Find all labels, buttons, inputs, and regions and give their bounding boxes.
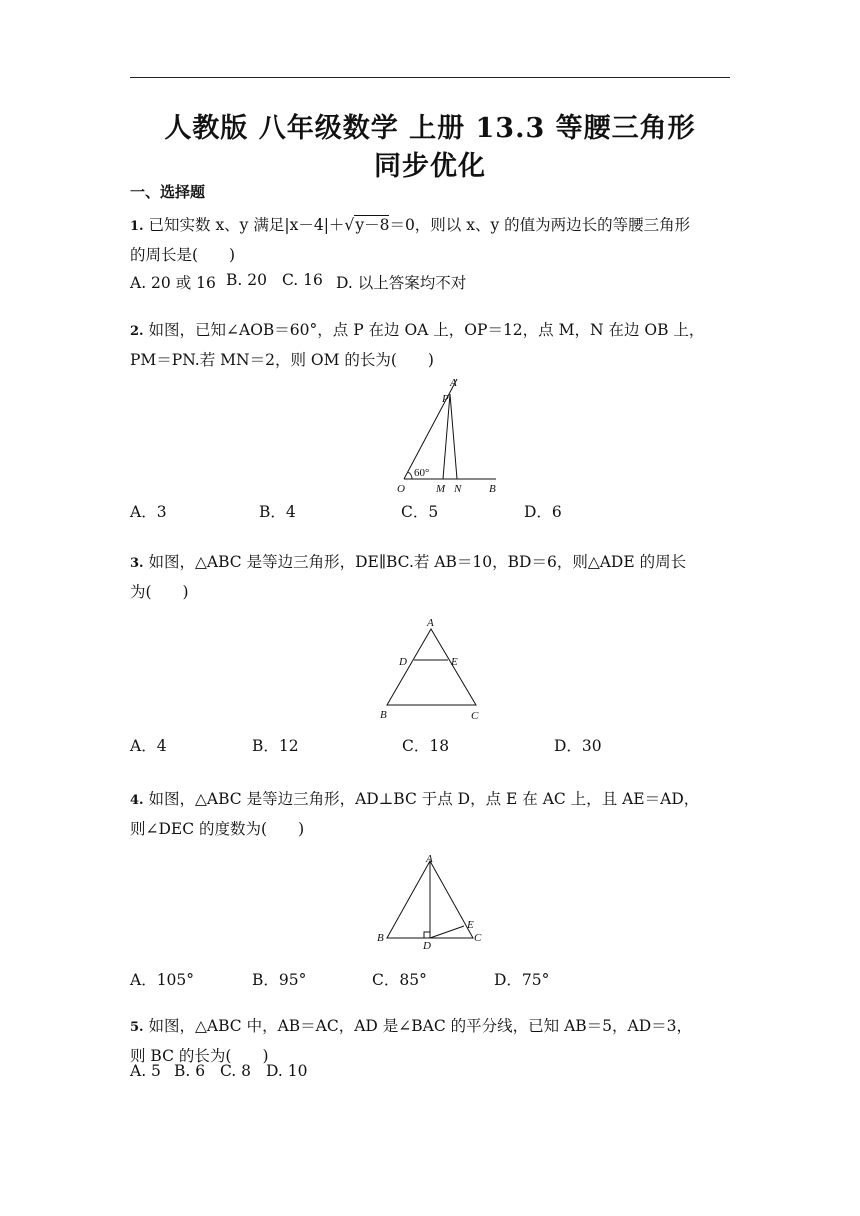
question-text: 已知实数 x、y 满足|x－4|＋ xyxy=(148,216,345,234)
option-c: C．5 xyxy=(401,503,439,521)
option-a: A．105° xyxy=(130,971,195,989)
question-text: 为( ) xyxy=(130,583,189,601)
option-c: C. 8 xyxy=(220,1062,252,1080)
label-e: E xyxy=(467,919,474,931)
question-text: 的周长是( ) xyxy=(130,246,236,264)
question-text: 如图，△ABC 中，AB＝AC，AD 是∠BAC 的平分线，已知 AB＝5，AD＝3， xyxy=(148,1017,692,1035)
label-b: B xyxy=(380,709,387,721)
label-b: B xyxy=(489,483,496,495)
page-title-line2: 同步优化 xyxy=(374,151,486,182)
question-number: 1. xyxy=(130,219,144,234)
option-a: A．3 xyxy=(130,503,167,521)
page-title: 人教版 八年级数学 上册 13.3 等腰三角形 xyxy=(164,113,696,144)
option-c: C．18 xyxy=(402,737,450,755)
option-d: D．6 xyxy=(524,503,562,521)
question-text: ＝0，则以 x、y 的值为两边长的等腰三角形 xyxy=(389,216,691,234)
option-b: B. 20 xyxy=(226,271,267,289)
option-a: A. 20 或 16 xyxy=(130,274,216,292)
question-text: 如图，△ABC 是等边三角形，AD⊥BC 于点 D，点 E 在 AC 上，且 AE＝AD， xyxy=(148,790,700,808)
label-d: D xyxy=(423,940,431,952)
question-1 xyxy=(130,211,730,270)
label-c: C xyxy=(471,710,479,722)
label-c: C xyxy=(474,932,482,944)
section-heading: 一、选择题 xyxy=(130,183,206,201)
label-e: E xyxy=(451,656,458,668)
option-b: B．95° xyxy=(252,971,307,989)
question-text: 则∠DEC 的度数为( ) xyxy=(130,820,305,838)
sqrt-sign: √ xyxy=(344,216,355,234)
option-c: C．85° xyxy=(372,971,427,989)
label-m: M xyxy=(436,483,446,495)
question-number: 2. xyxy=(130,324,144,339)
question-text: 则 BC 的长为( ) xyxy=(130,1047,269,1065)
question-text: PM＝PN.若 MN＝2，则 OM 的长为( ) xyxy=(130,351,434,369)
label-a: A xyxy=(427,617,434,629)
label-p: P xyxy=(442,393,449,405)
header-rule xyxy=(130,77,730,78)
figure-angle-aob xyxy=(390,376,510,496)
label-a: A xyxy=(450,377,457,389)
question-4 xyxy=(130,785,730,844)
option-d: D．30 xyxy=(554,737,602,755)
option-d: D. 以上答案均不对 xyxy=(336,274,467,292)
option-b: B．4 xyxy=(259,503,296,521)
question-3 xyxy=(130,548,730,607)
label-n: N xyxy=(454,483,462,495)
question-text: 如图，△ABC 是等边三角形，DE∥BC.若 AB＝10，BD＝6，则△ADE 的周长 xyxy=(148,553,687,571)
figure-triangle-abc-ad xyxy=(372,850,487,955)
option-b: B．12 xyxy=(252,737,299,755)
label-a: A xyxy=(426,853,433,865)
question-text: 如图，已知∠AOB＝60°，点 P 在边 OA 上，OP＝12，点 M，N 在边 OB 上， xyxy=(148,321,705,339)
label-o: O xyxy=(397,483,405,495)
figure-triangle-abc-de xyxy=(375,615,490,725)
question-2 xyxy=(130,316,730,375)
option-a: A. 5 xyxy=(130,1062,161,1080)
label-b: B xyxy=(377,932,384,944)
option-d: D．75° xyxy=(494,971,550,989)
question-number: 4. xyxy=(130,793,144,808)
question-number: 3. xyxy=(130,556,144,571)
option-d: D. 10 xyxy=(266,1062,308,1080)
option-a: A．4 xyxy=(130,737,167,755)
question-number: 5. xyxy=(130,1020,144,1035)
label-angle-60: 60° xyxy=(414,467,430,479)
option-b: B. 6 xyxy=(174,1062,206,1080)
sqrt-radicand: y－8 xyxy=(355,216,390,234)
label-d: D xyxy=(399,656,407,668)
option-c: C. 16 xyxy=(282,271,323,289)
